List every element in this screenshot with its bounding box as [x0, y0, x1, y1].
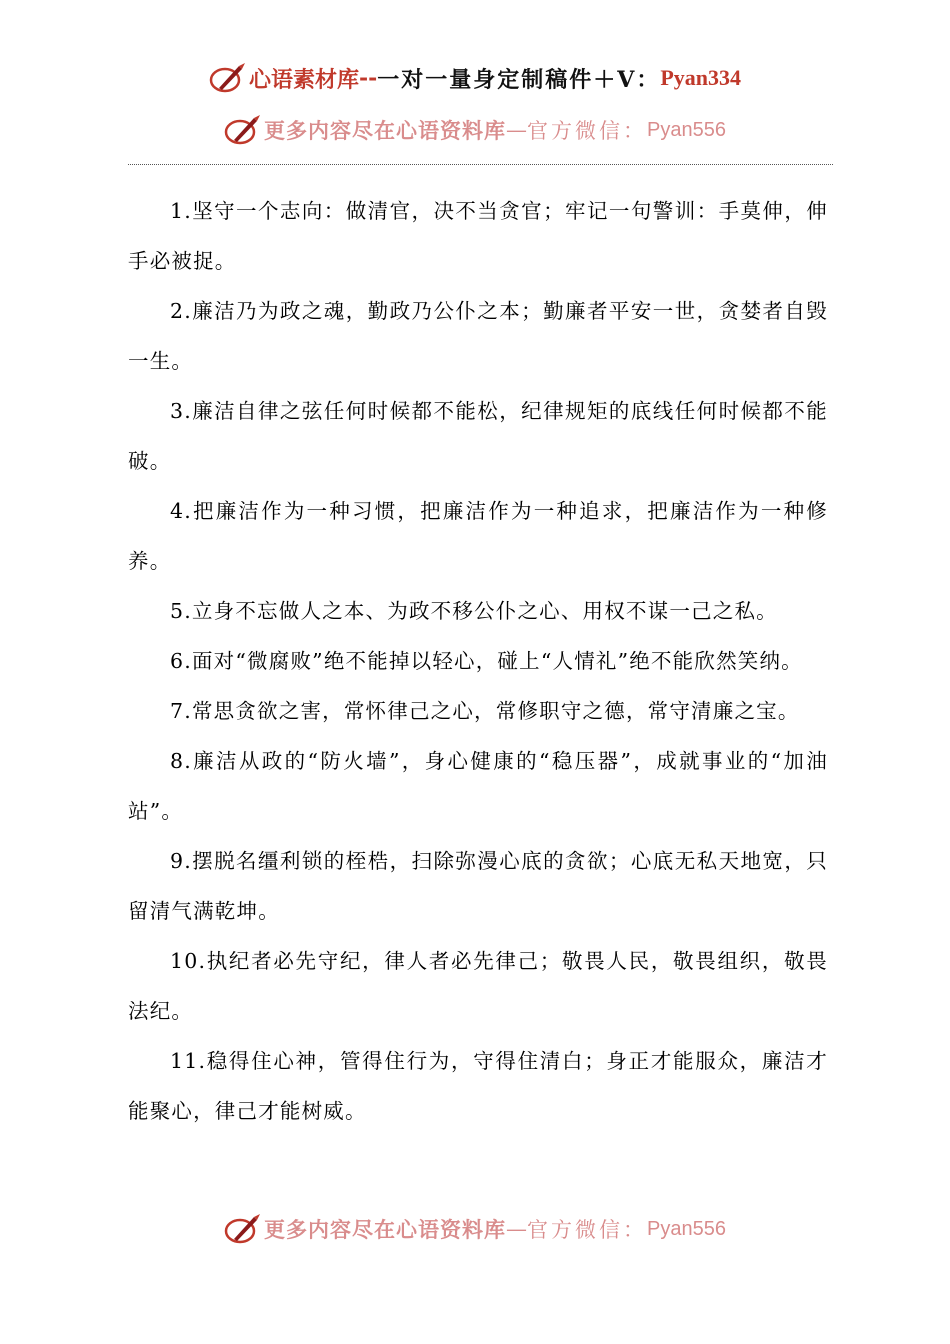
- quill-pen-logo-icon: [209, 62, 247, 94]
- list-item: 5.立身不忘做人之本、为政不移公仆之心、用权不谋一己之私。: [170, 599, 778, 623]
- list-item: 3.廉洁自律之弦任何时候都不能松，纪律规矩的底线任何时候都不能破。: [128, 399, 828, 473]
- banner-dash: —: [506, 1217, 528, 1241]
- banner-official-text: 官方微信：: [527, 1218, 648, 1242]
- banner-dash: —: [506, 118, 528, 142]
- list-item: 2.廉洁乃为政之魂，勤政乃公仆之本；勤廉者平安一世，贪婪者自毁一生。: [128, 299, 828, 373]
- banner-official-text: 官方微信：: [527, 119, 648, 143]
- list-item: 4.把廉洁作为一种习惯，把廉洁作为一种追求，把廉洁作为一种修养。: [128, 499, 828, 573]
- banner-main-text: 更多内容尽在心语资料库: [264, 1217, 507, 1242]
- document-body: [128, 186, 828, 1136]
- banner-main-text: 更多内容尽在心语资料库: [264, 118, 507, 143]
- list-item: 11.稳得住心神，管得住行为，守得住清白；身正才能服众，廉洁才能聚心，律己才能树威。: [128, 1049, 828, 1123]
- header-tagline: 一对一量身定制稿件＋V：: [377, 66, 661, 93]
- top-watermark-banner: [0, 114, 950, 150]
- list-item: 8.廉洁从政的“防火墙”，身心健康的“稳压器”，成就事业的“加油站”。: [128, 749, 828, 823]
- page-header: [0, 62, 950, 102]
- list-item: 6.面对“微腐败”绝不能掉以轻心，碰上“人情礼”绝不能欣然笑纳。: [170, 649, 803, 673]
- header-brand: 心语素材库: [248, 66, 359, 93]
- header-separator: --: [358, 65, 378, 91]
- header-contact-id: Pyan334: [660, 65, 742, 90]
- quill-pen-logo-icon: [224, 1213, 262, 1245]
- list-item: 7.常思贪欲之害，常怀律己之心，常修职守之德，常守清廉之宝。: [170, 699, 800, 723]
- quill-pen-logo-icon: [224, 114, 262, 146]
- list-item: 9.摆脱名缰利锁的桎梏，扫除弥漫心底的贪欲；心底无私天地宽，只留清气满乾坤。: [128, 849, 828, 923]
- bottom-watermark-banner: [0, 1213, 950, 1249]
- header-divider: [128, 164, 833, 165]
- list-item: 10.执纪者必先守纪，律人者必先律己；敬畏人民，敬畏组织，敬畏法纪。: [128, 949, 828, 1023]
- banner-contact-id: Pyan556: [647, 1217, 726, 1240]
- list-item: 1.坚守一个志向：做清官，决不当贪官；牢记一句警训：手莫伸，伸手必被捉。: [128, 199, 828, 273]
- banner-contact-id: Pyan556: [647, 118, 726, 141]
